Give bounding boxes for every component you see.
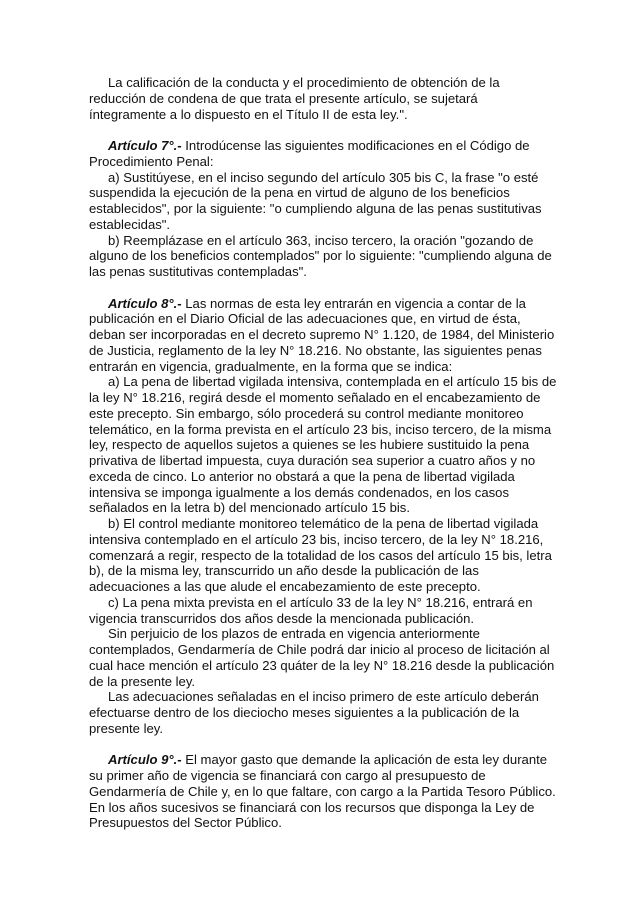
article-8-section	[89, 296, 557, 737]
article-8-lead: Las normas de esta ley entrarán en vigencia a contar de la publicación en el Diario Oficial de las adecuaciones que, en virtud de ésta, deban ser incorporadas en el decreto supremo N° 1.120, de 1984, del Ministerio de Justicia, reglamento de la ley N° 18.216. No obstante, las siguientes penas entrarán en vigencia, gradualmente, en la forma que se indica:	[89, 295, 555, 374]
article-9-section	[89, 752, 557, 831]
article-7-title: Artículo 7°.	[108, 138, 178, 153]
article-8-paragraph-1: Sin perjuicio de los plazos de entrada en vigencia anteriormente contemplados, Gendarmería de Chile podrá dar inicio al proceso de licitación al cual hace mención el artículo 23 quáter de la ley N° 18.216 desde la publicación de la presente ley.	[89, 626, 555, 689]
article-8-title: Artículo 8°.	[108, 295, 178, 311]
intro-paragraph: La calificación de la conducta y el procedimiento de obtención de la reducción de condena de que trata el presente artículo, se sujetará íntegramente a lo dispuesto en el Título II de esta ley.".	[89, 75, 500, 122]
article-8-paragraph-2: Las adecuaciones señaladas en el inciso primero de este artículo deberán efectuarse dentro de los dieciocho meses siguientes a la publicación de la presente ley.	[89, 689, 539, 736]
document-body	[89, 75, 557, 847]
article-7-section	[89, 138, 557, 280]
article-8-lead-paragraph	[89, 296, 557, 375]
article-9-lead: El mayor gasto que demande la aplicación de esta ley durante su primer año de vigencia se financiará con cargo al presupuesto de Gendarmería de Chile y, en lo que faltare, con cargo a la Partida Tesoro Público. En los años sucesivos se financiará con los recursos que disponga la Ley de Presupuestos del Sector Público.	[89, 752, 556, 831]
article-7-item-a: a) Sustitúyese, en el inciso segundo del artículo 305 bis C, la frase "o esté suspendida la ejecución de la pena en virtud de alguno de los beneficios establecidos", por la siguiente: "o cumpliendo alguna de las penas sustitutivas establecidas".	[89, 169, 542, 232]
article-8-item-c: c) La pena mixta prevista en el artículo 33 de la ley N° 18.216, entrará en vigencia transcurridos dos años desde la mencionada publicación.	[89, 594, 533, 626]
article-8-item-b: b) El control mediante monitoreo telemático de la pena de libertad vigilada intensiva contemplado en el artículo 23 bis, inciso tercero, de la ley N° 18.216, comenzará a regir, respecto de la totalidad de los casos del artículo 15 bis, letra b), de la misma ley, transcurrido un año desde la publicación de las adecuaciones a las que alude el encabezamiento de este precepto.	[89, 516, 552, 594]
article-7-lead-paragraph	[89, 138, 557, 170]
article-7-item-b: b) Reemplázase en el artículo 363, inciso tercero, la oración "gozando de alguno de los beneficios contemplados" por lo siguiente: "cumpliendo alguna de las penas sustitutivas contempladas".	[89, 232, 552, 279]
article-8-dash: -	[177, 295, 182, 311]
article-9-dash: -	[177, 752, 182, 768]
article-9-title: Artículo 9°.	[108, 752, 178, 768]
article-7-dash: -	[177, 138, 182, 153]
article-9-lead-paragraph	[89, 752, 557, 831]
article-7-lead: Introdúcense las siguientes modificaciones en el Código de Procedimiento Penal:	[89, 138, 530, 169]
article-8-item-a: a) La pena de libertad vigilada intensiva, contemplada en el artículo 15 bis de la ley N° 18.216, regirá desde el momento señalado en el encabezamiento de este precepto. Sin embargo, sólo procederá su control mediante monitoreo telemático, en la forma prevista en el artículo 23 bis, inciso tercero, de la misma ley, respecto de aquellos sujetos a quienes se les hubiere sustituido la pena privativa de libertad impuesta, cuya duración sea superior a cuatro años y no exceda de cinco. Lo anterior no obstará a que la pena de libertad vigilada intensiva se imponga igualmente a los demás condenados, en los casos señalados en la letra b) del mencionado artículo 15 bis.	[89, 374, 557, 516]
intro-section	[89, 75, 557, 122]
